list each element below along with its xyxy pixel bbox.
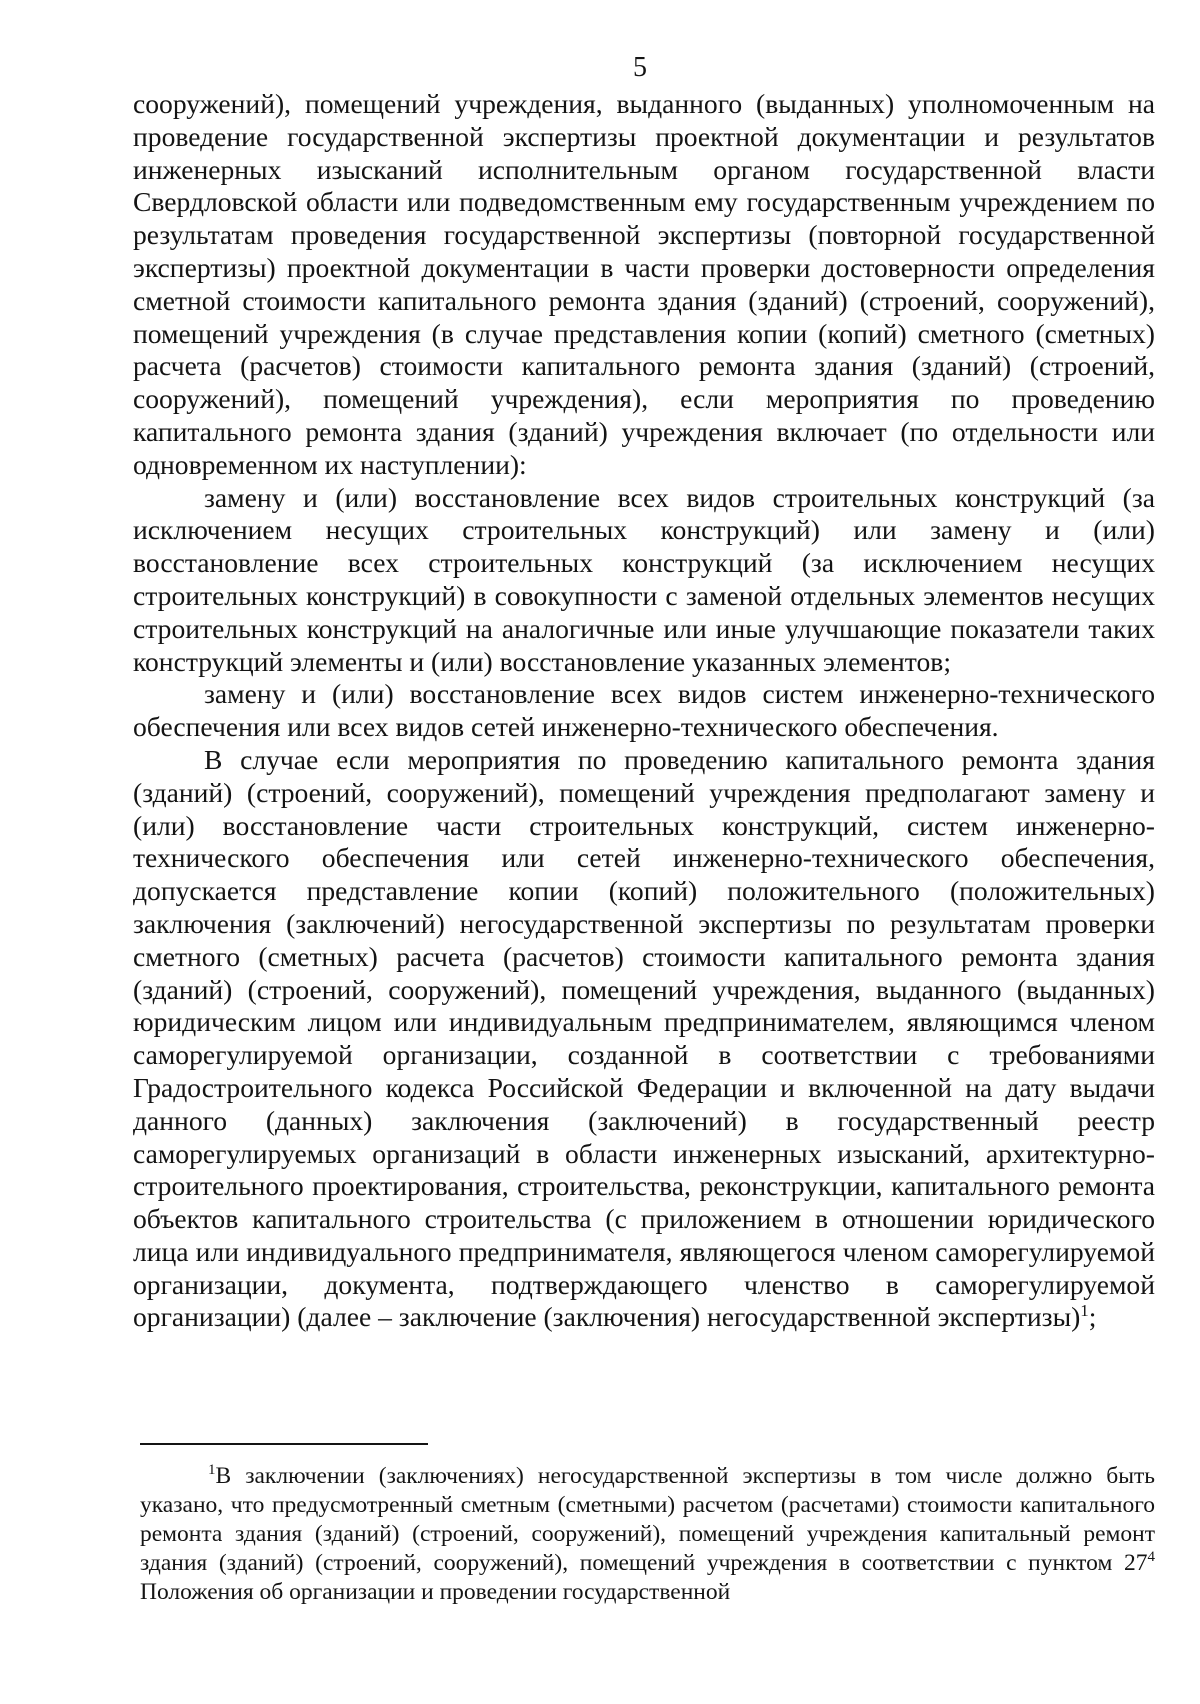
footnote (140, 1462, 1155, 1607)
footnote-mark: 1 (208, 1462, 216, 1479)
footnote-text-before: В заключении (заключениях) негосударственной экспертизы в том числе должно быть указано, что предусмотренный сметным (сметными) расчетом (расчетами) стоимости капитального ремонта здания (зданий) (строений, сооружений), помещений учреждения капитальный ремонт здания (зданий) (строений, сооружений), помещений учреждения в соответствии с пунктом 27 (140, 1463, 1155, 1576)
paragraph-partial-replacement (133, 744, 1155, 1334)
paragraph-end-punctuation: ; (1088, 1301, 1097, 1333)
footnote-reference: 1 (1080, 1301, 1089, 1321)
paragraph-continuation: сооружений), помещений учреждения, выданного (выданных) уполномоченным на проведение государственной экспертизы проектной документации и результатов инженерных изысканий исполнительным органом государственной власти Свердловской области или подведомственным ему государственным учреждением по результатам проведения государственной экспертизы (повторной государственной экспертизы) проектной документации в части проверки достоверности определения сметной стоимости капитального ремонта здания (зданий) (строений, сооружений), помещений учреждения (в случае представления копии (копий) сметного (сметных) расчета (расчетов) стоимости капитального ремонта здания (зданий) (строений, сооружений), помещений учреждения), если мероприятия по проведению капитального ремонта здания (зданий) учреждения включает (по отдельности или одновременном их наступлении): (133, 88, 1155, 480)
footnote-superscript: 4 (1147, 1549, 1155, 1566)
footnote-text-after: Положения об организации и проведении государственной (140, 1579, 731, 1605)
footnote-separator (140, 1443, 428, 1445)
paragraph-partial-replacement-text: В случае если мероприятия по проведению капитального ремонта здания (зданий) (строений, сооружений), помещений учреждения предполагают замену и (или) восстановление части строительных конструкций, систем инженерно-технического обеспечения или сетей инженерно-технического обеспечения, допускается представление копии (копий) положительного (положительных) заключения (заключений) негосударственной экспертизы по результатам проверки сметного (сметных) расчета (расчетов) стоимости капитального ремонта здания (зданий) (строений, сооружений), помещений учреждения, выданного (выданных) юридическим лицом или индивидуальным предпринимателем, являющимся членом саморегулируемой организации, созданной в соответствии с требованиями Градостроительного кодекса Российской Федерации и включенной на дату выдачи данного (данных) заключения (заключений) в государственный реестр саморегулируемых организаций в области инженерных изысканий, архитектурно-строительного проектирования, строительства, реконструкции, капитального ремонта объектов капитального строительства (с приложением в отношении юридического лица или индивидуального предпринимателя, являющегося членом саморегулируемой организации, документа, подтверждающего членство в саморегулируемой организации) (далее – заключение (заключения) негосударственной экспертизы) (133, 743, 1155, 1333)
paragraph-engineering-systems: замену и (или) восстановление всех видов систем инженерно-технического обеспечения или всех видов сетей инженерно-технического обеспечения. (133, 678, 1155, 743)
paragraph-structural-elements: замену и (или) восстановление всех видов строительных конструкций (за исключением несущих строительных конструкций) или замену и (или) восстановление всех строительных конструкций (за исключением несущих строительных конструкций) в совокупности с заменой отдельных элементов несущих строительных конструкций на аналогичные или иные улучшающие показатели таких конструкций элементы и (или) восстановление указанных элементов; (133, 481, 1155, 677)
page-number: 5 (633, 52, 647, 83)
footnote-text (140, 1462, 1155, 1607)
main-text (133, 88, 1155, 1334)
